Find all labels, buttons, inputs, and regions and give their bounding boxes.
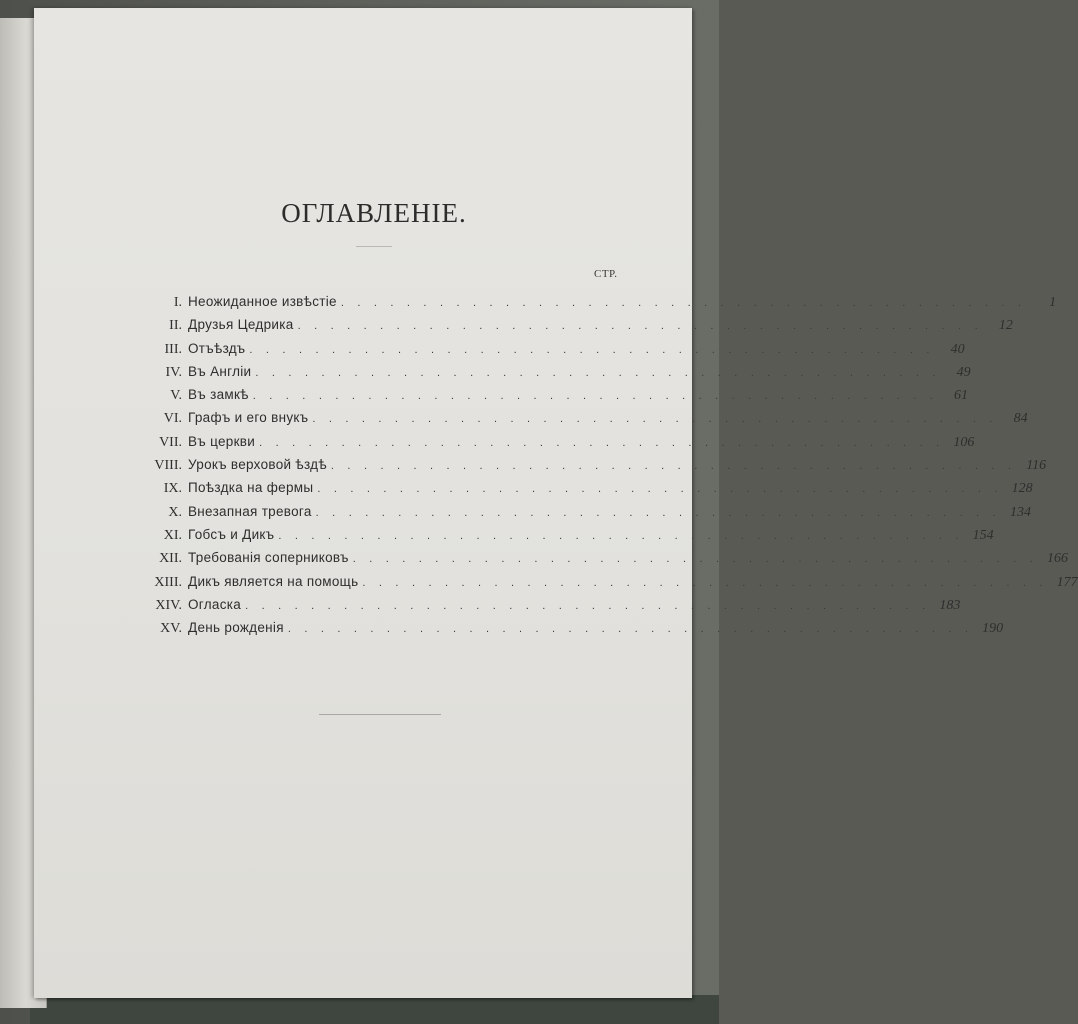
toc-chapter-title: Огласка (188, 596, 242, 612)
toc-numeral: III. (164, 341, 182, 357)
toc-numeral: XI. (163, 527, 182, 543)
toc-chapter-title: Друзья Цедрика (188, 317, 294, 333)
toc-page-number: 183 (939, 597, 961, 613)
toc-entry (124, 387, 969, 410)
toc-page-number: 12 (998, 318, 1013, 334)
page-column-label: СТР. (594, 268, 618, 280)
toc-numeral: IV. (165, 364, 182, 380)
title-rule (356, 246, 392, 247)
toc-leader: . . . . . . . . . . . . . . . . . . . . . . . . . . . . . . . . . . . . . . . . . . (340, 297, 1027, 309)
toc-chapter-title: Въ церкви (188, 433, 256, 449)
toc-chapter-title: Дикъ является на помощь (188, 573, 359, 589)
toc-numeral: VII. (159, 434, 182, 450)
toc-page-number: 134 (1009, 504, 1031, 520)
toc-numeral: XIII. (154, 574, 182, 590)
toc-page-number: 40 (950, 341, 965, 357)
toc-numeral: VI. (163, 411, 182, 427)
toc-leader: . . . . . . . . . . . . . . . . . . . . . . . . . . . . . . . . . . . . . . . . . . (352, 553, 1038, 566)
toc-numeral: X. (168, 504, 182, 520)
toc-numeral: XV. (160, 621, 182, 637)
toc-chapter-title: Поѣздка на фермы (188, 480, 314, 496)
toc-leader: . . . . . . . . . . . . . . . . . . . . . . . . . . . . . . . . . . . . . . . . . . (252, 390, 939, 403)
toc-entry (124, 573, 1078, 597)
toc-leader: . . . . . . . . . . . . . . . . . . . . . . . . . . . . . . . . . . . . . . . . . . (278, 529, 964, 542)
toc-numeral: XIV. (155, 597, 182, 613)
toc-page-number: 116 (1026, 458, 1047, 474)
table-of-contents (124, 294, 1078, 643)
toc-leader: . . . . . . . . . . . . . . . . . . . . . . . . . . . . . . . . . . . . . . . . . . (255, 366, 941, 379)
toc-entry (124, 317, 1013, 340)
toc-leader: . . . . . . . . . . . . . . . . . . . . . . . . . . . . . . . . . . . . . . . . . . (362, 576, 1048, 589)
toc-chapter-title: Въ замкѣ (188, 387, 249, 403)
toc-leader: . . . . . . . . . . . . . . . . . . . . . . . . . . . . . . . . . . . . . . . . . . (317, 483, 1003, 496)
toc-entry (124, 457, 1047, 480)
bottom-rule (319, 714, 441, 715)
toc-entry (124, 526, 994, 550)
toc-leader: . . . . . . . . . . . . . . . . . . . . . . . . . . . . . . . . . . . . . . . . . . (287, 623, 974, 636)
toc-chapter-title: Урокъ верховой ѣздѣ (188, 457, 327, 473)
toc-chapter-title: Внезапная тревога (188, 503, 312, 519)
toc-page-number: 128 (1011, 481, 1033, 497)
toc-entry (124, 480, 1033, 503)
toc-leader: . . . . . . . . . . . . . . . . . . . . . . . . . . . . . . . . . . . . . . . . . . (297, 320, 983, 333)
toc-page-number: 177 (1056, 574, 1078, 590)
toc-chapter-title: Гобсъ и Дикъ (188, 526, 275, 542)
toc-leader: . . . . . . . . . . . . . . . . . . . . . . . . . . . . . . . . . . . . . . . . . . (330, 460, 1017, 473)
toc-leader: . . . . . . . . . . . . . . . . . . . . . . . . . . . . . . . . . . . . . . . . . . (312, 413, 998, 426)
toc-page-number: 61 (954, 388, 969, 404)
toc-leader: . . . . . . . . . . . . . . . . . . . . . . . . . . . . . . . . . . . . . . . . . . (249, 343, 935, 356)
toc-entry (124, 596, 961, 620)
toc-chapter-title: Неожиданное извѣстіе (188, 294, 337, 309)
toc-page-number: 154 (972, 527, 994, 543)
toc-chapter-title: День рожденія (188, 620, 284, 636)
toc-page-number: 190 (982, 621, 1004, 637)
toc-chapter-title: Требованія соперниковъ (188, 550, 349, 566)
toc-entry (124, 294, 1057, 317)
page-title: ОГЛАВЛЕНІЕ. (281, 198, 467, 228)
toc-numeral: II. (169, 318, 182, 334)
toc-entry (124, 433, 975, 457)
toc-leader: . . . . . . . . . . . . . . . . . . . . . . . . . . . . . . . . . . . . . . . . . . (259, 436, 945, 449)
toc-numeral: VIII. (154, 458, 182, 474)
book-page (34, 8, 1078, 998)
toc-chapter-title: Въ Англіи (188, 363, 252, 379)
toc-numeral: XII. (159, 551, 182, 567)
toc-leader: . . . . . . . . . . . . . . . . . . . . . . . . . . . . . . . . . . . . . . . . . . (315, 506, 1001, 519)
toc-page-number: 106 (953, 434, 975, 450)
toc-numeral: IX. (163, 481, 182, 497)
toc-page-number: 84 (1013, 411, 1028, 427)
toc-chapter-title: Графъ и его внукъ (188, 410, 309, 426)
toc-entry (124, 550, 1068, 573)
toc-page-number: 166 (1046, 551, 1068, 567)
toc-entry (124, 410, 1028, 433)
toc-numeral: I. (173, 295, 182, 310)
toc-entry (124, 363, 971, 387)
toc-entry (124, 503, 1031, 527)
toc-leader: . . . . . . . . . . . . . . . . . . . . . . . . . . . . . . . . . . . . . . . . . . (245, 599, 931, 612)
toc-entry (124, 340, 965, 364)
toc-chapter-title: Отъѣздъ (188, 340, 246, 356)
toc-page-number: 49 (956, 364, 971, 380)
toc-numeral: V. (170, 388, 182, 404)
book-cover-edge (30, 995, 719, 1024)
toc-page-number: 1 (1049, 295, 1057, 310)
toc-entry (124, 620, 1004, 643)
